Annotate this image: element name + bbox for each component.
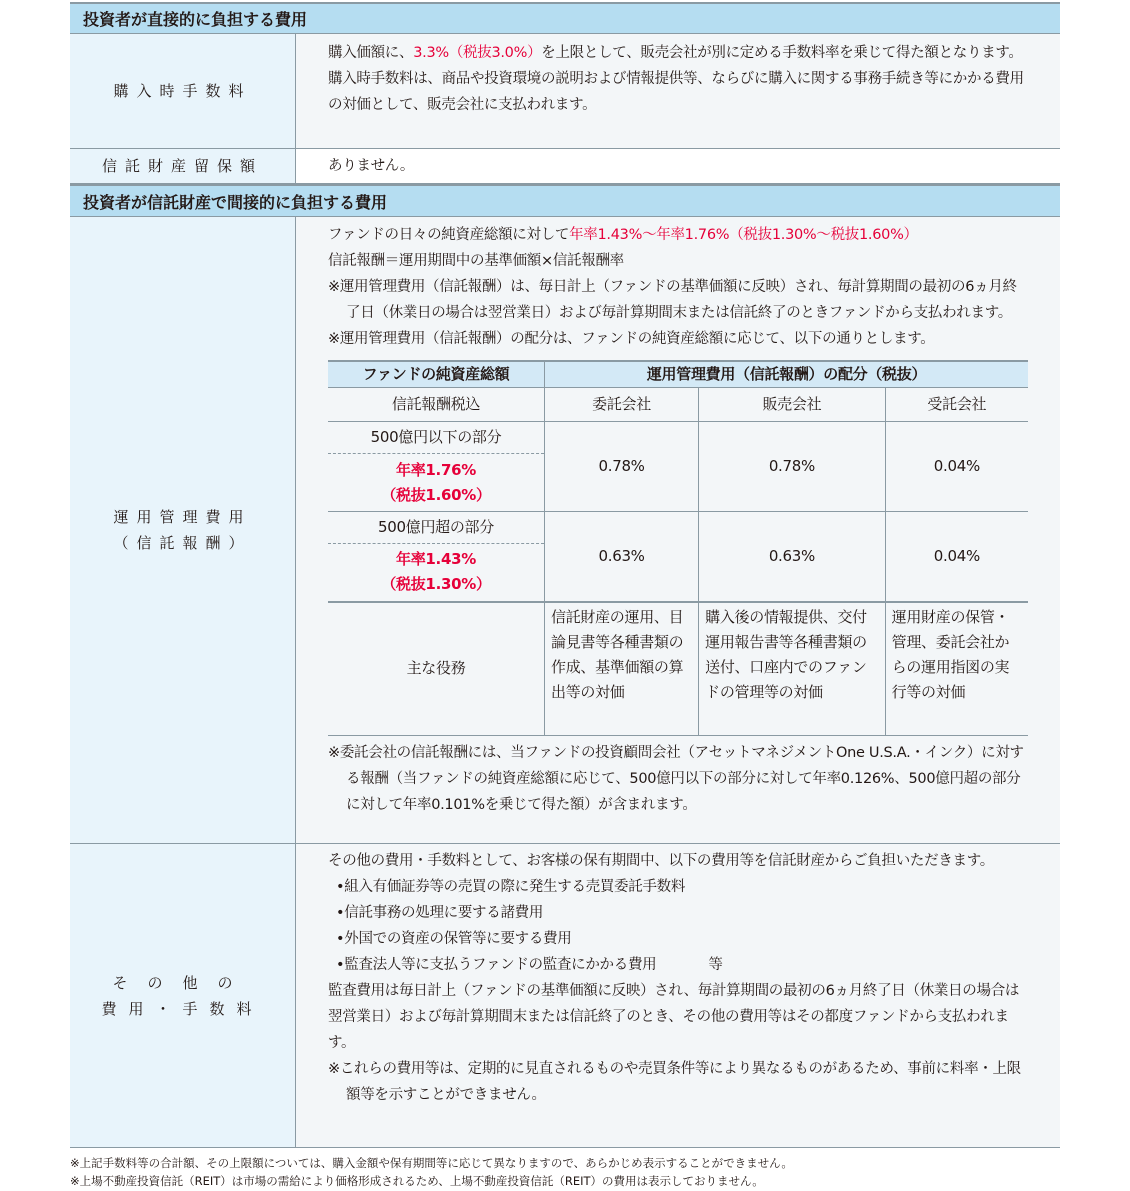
row-management-fee: 運用管理費用 （信託報酬） ファンドの日々の純資産総額に対して年率1.43%～年率1.76%（税抜1.30%～税抜1.60%） 信託報酬＝運用期間中の基準価額×信託報酬率 ※運用管理費用（信託報酬）は、毎日計上（ファンドの基準価額に反映）され、毎計算期間の最初の6ヵ月終了日（休業日の場合は翌営業日）および毎計算期間末または信託終了のときファンドから支払われます。 ※運用管理費用（信託報酬）の配分は、ファンドの純資産総額に応じて、以下の通りとします。 ファンドの純資産総額 運用管理費用（信託報酬）の配分（税抜） 信託報酬税込 委託会社 販売会社 受託会社 500億円以下の部分 0.78% 0.78% 0.04% 年率1.76% （税抜1.60%） 500億円超の部分 0.63% 0.63% 0.04% 年率1.43% （税抜1.30%） 主な役務 信託財産の運用、目論見書等各種書類の作成、基準価額の算出等の対価 購入後の情報提供、交付運用報告書等各種書類の送付、口座内でのファンドの管理等の対価 運用財産の保管・管理、委託会社からの運用指図の実行等の対価 ※委託会社の信託報酬には、当ファンドの投資顧問会社（アセットマネジメントOne U.S.A.・インク）に対する報酬（当ファンドの純資産総額に応じて、500億円以下の部分に対して年率0.126%、500億円超の部分に対して年率0.101%を乗じて得た額）が含まれます。 bbox=[70, 217, 1060, 844]
list-item: •外国での資産の保管等に要する費用 bbox=[336, 931, 572, 947]
table-row: 500億円超の部分 0.63% 0.63% 0.04% bbox=[328, 512, 1028, 544]
list-item: •信託事務の処理に要する諸費用 bbox=[336, 905, 544, 921]
list-item: •監査法人等に支払うファンドの監査にかかる費用 等 bbox=[336, 957, 723, 973]
fee-allocation-table: ファンドの純資産総額 運用管理費用（信託報酬）の配分（税抜） 信託報酬税込 委託会社 販売会社 受託会社 500億円以下の部分 0.78% 0.78% 0.04% 年率1.76% （税抜1.60%） 500億円超の部分 0.63% 0.63% 0.04% 年率1.43% （税抜1.30%） 主な役務 信託財産の運用、目論見書等各種書類の作成、基準価額の算出等の対価 購入後の情報提供、交付運用報告書等各種書類の送付、口座内でのファンドの管理等の対価 運用財産の保管・管理、委託会社からの運用指図の実行等の対価 bbox=[328, 360, 1028, 736]
footnote: ※上場不動産投資信託（REIT）は市場の需給により価格形成されるため、上場不動産投資信託（REIT）の費用は表示しておりません。 bbox=[70, 1174, 764, 1188]
section-header-indirect: 投資者が信託財産で間接的に負担する費用 bbox=[70, 184, 1060, 217]
label-retention: 信託財産留保額 bbox=[70, 149, 296, 183]
list-item: •組入有価証券等の売買の際に発生する売買委託手数料 bbox=[336, 879, 686, 895]
purchase-fee-rate: 3.3%（税抜3.0%） bbox=[413, 45, 542, 61]
label-purchase-fee: 購入時手数料 bbox=[70, 34, 296, 148]
row-retention bbox=[70, 149, 1060, 184]
footnote: ※上記手数料等の合計額、その上限額については、購入金額や保有期間等に応じて異なりますので、あらかじめ表示することができません。 bbox=[70, 1156, 793, 1170]
management-fee-rate: 年率1.43%～年率1.76%（税抜1.30%～税抜1.60%） bbox=[569, 227, 918, 243]
table-row-roles: 主な役務 信託財産の運用、目論見書等各種書類の作成、基準価額の算出等の対価 購入後の情報提供、交付運用報告書等各種書類の送付、口座内でのファンドの管理等の対価 運用財産の保管・管理、委託会社からの運用指図の実行等の対価 bbox=[328, 602, 1028, 736]
table-row: 500億円以下の部分 0.78% 0.78% 0.04% bbox=[328, 422, 1028, 454]
section-header-direct: 投資者が直接的に負担する費用 bbox=[70, 2, 1060, 34]
row-purchase-fee: 購入時手数料 購入価額に、3.3%（税抜3.0%）を上限として、販売会社が別に定める手数料率を乗じて得た額となります。 購入時手数料は、商品や投資環境の説明および情報提供等、ならびに購入に関する事務手続き等にかかる費用の対価として、販売会社に支払われます。 bbox=[70, 34, 1060, 149]
row-other-fees: その他の 費用・手数料 その他の費用・手数料として、お客様の保有期間中、以下の費用等を信託財産からご負担いただきます。 •組入有価証券等の売買の際に発生する売買委託手数料 •信託事務の処理に要する諸費用 •外国での資産の保管等に要する費用 •監査法人等に支払うファンドの監査にかかる費用 等 監査費用は毎日計上（ファンドの基準価額に反映）され、毎計算期間の最初の6ヵ月終了日（休業日の場合は翌営業日）および毎計算期間末または信託終了のとき、その他の費用等はその都度ファンドから支払われます。 ※これらの費用等は、定期的に見直されるものや売買条件等により異なるものがあるため、事前に料率・上限額等を示すことができません。 bbox=[70, 844, 1060, 1148]
retention-value: ありません。 bbox=[296, 149, 1060, 183]
